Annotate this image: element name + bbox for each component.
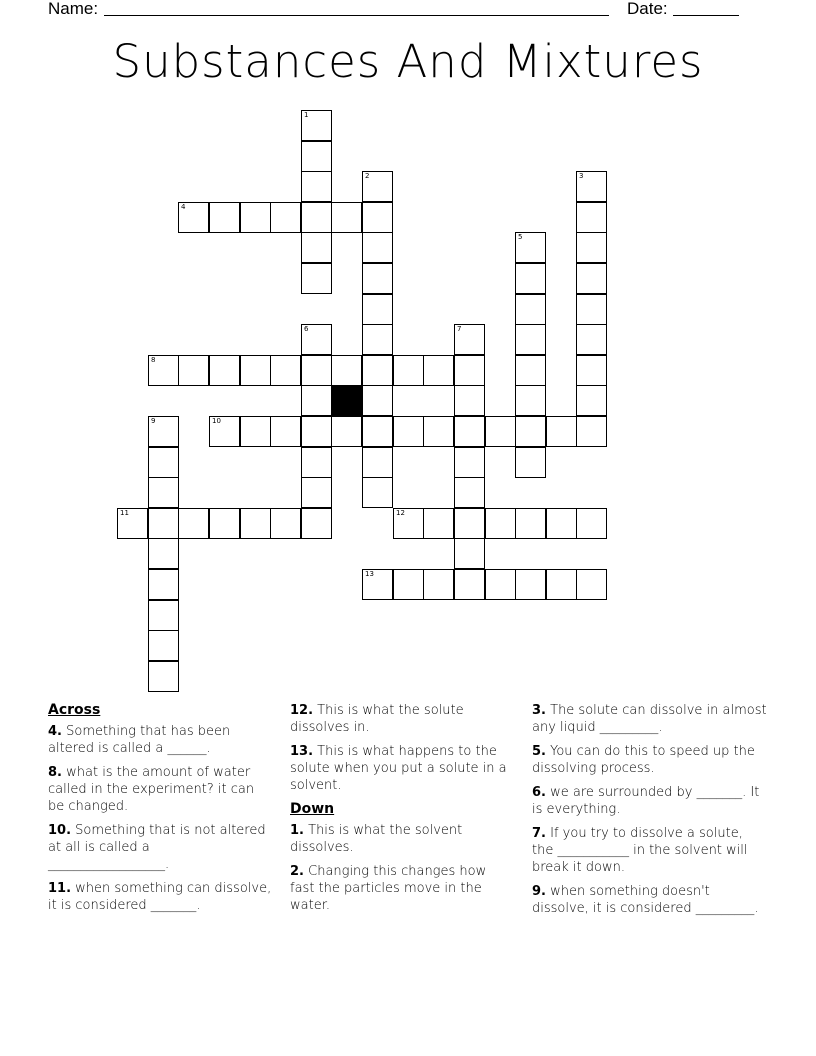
clues-column-3 [532, 702, 767, 924]
clue-across-8 [48, 764, 273, 815]
crossword-cell[interactable] [301, 477, 332, 508]
clue-across-4 [48, 723, 273, 757]
crossword-cell[interactable] [301, 355, 332, 386]
crossword-cell[interactable] [362, 294, 393, 325]
crossword-cell[interactable] [576, 294, 607, 325]
crossword-cell[interactable] [423, 569, 454, 600]
crossword-cell[interactable] [148, 447, 179, 478]
crossword-cell[interactable] [454, 355, 485, 386]
crossword-cell[interactable] [454, 569, 485, 600]
crossword-cell[interactable] [393, 569, 424, 600]
crossword-cell[interactable] [546, 416, 577, 447]
clue-across-13 [290, 743, 512, 794]
header [48, 0, 748, 20]
clue-number: 11 [120, 509, 129, 517]
clue-text: This is what happens to the solute when you put a solute in a solvent. [290, 744, 507, 793]
clue-number-label: 12. [290, 703, 314, 718]
crossword-cell[interactable] [576, 416, 607, 447]
crossword-cell[interactable] [393, 355, 424, 386]
clue-number-label: 7. [532, 826, 546, 841]
clue-number: 2 [365, 172, 370, 180]
crossword-cell[interactable] [454, 385, 485, 416]
crossword-cell[interactable] [515, 294, 546, 325]
crossword-cell-4[interactable] [178, 202, 209, 233]
crossword-cell[interactable] [485, 508, 516, 539]
crossword-cell[interactable] [362, 202, 393, 233]
crossword-cell[interactable] [301, 508, 332, 539]
clue-number: 3 [579, 172, 584, 180]
crossword-cell[interactable] [209, 355, 240, 386]
crossword-cell-12[interactable] [393, 508, 424, 539]
crossword-cell[interactable] [576, 232, 607, 263]
clue-text: Changing this changes how fast the particles move in the water. [290, 864, 487, 913]
crossword-cell[interactable] [362, 263, 393, 294]
clue-across-12 [290, 702, 512, 736]
crossword-cell[interactable] [362, 232, 393, 263]
crossword-cell[interactable] [454, 447, 485, 478]
crossword-cell[interactable] [485, 416, 516, 447]
clue-across-10 [48, 822, 273, 873]
crossword-cell-13[interactable] [362, 569, 393, 600]
clue-text: This is what the solvent dissolves. [290, 823, 463, 855]
crossword-cell[interactable] [240, 416, 271, 447]
page-title: Substances And Mixtures [112, 35, 704, 88]
clue-number: 4 [181, 203, 186, 211]
crossword-cell[interactable] [576, 569, 607, 600]
clue-down-7 [532, 825, 767, 876]
crossword-cell[interactable] [576, 202, 607, 233]
crossword-cell[interactable] [301, 447, 332, 478]
clue-number: 10 [212, 417, 221, 425]
crossword-cell[interactable] [515, 324, 546, 355]
crossword-cell[interactable] [178, 508, 209, 539]
clue-text: what is the amount of water called in the experiment? it can be changed. [48, 765, 255, 814]
clue-number-label: 13. [290, 744, 314, 759]
crossword-cell[interactable] [301, 202, 332, 233]
crossword-cell[interactable] [301, 171, 332, 202]
crossword-cell[interactable] [515, 385, 546, 416]
clue-number: 7 [457, 325, 462, 333]
across-heading: Across [48, 702, 101, 718]
clue-number: 12 [396, 509, 405, 517]
crossword-cell[interactable] [240, 508, 271, 539]
crossword-cell[interactable] [423, 355, 454, 386]
crossword-cell-2[interactable] [362, 171, 393, 202]
crossword-cell-6[interactable] [301, 324, 332, 355]
crossword-cell[interactable] [362, 324, 393, 355]
crossword-cell[interactable] [148, 661, 179, 692]
clue-number: 13 [365, 570, 374, 578]
date-label: Date: [627, 0, 668, 18]
crossword-cell[interactable] [423, 416, 454, 447]
clue-down-6 [532, 784, 767, 818]
clues-column-2 [290, 702, 512, 921]
clue-down-3 [532, 702, 767, 736]
crossword-cell[interactable] [454, 477, 485, 508]
crossword-cell[interactable] [454, 508, 485, 539]
crossword-cell[interactable] [362, 385, 393, 416]
crossword-cell-11[interactable] [117, 508, 148, 539]
crossword-cell[interactable] [546, 569, 577, 600]
crossword-cell[interactable] [362, 447, 393, 478]
crossword-cell[interactable] [515, 447, 546, 478]
crossword-cell[interactable] [576, 324, 607, 355]
clue-number: 9 [151, 417, 156, 425]
clue-number: 1 [304, 111, 309, 119]
crossword-cell[interactable] [576, 385, 607, 416]
crossword-cell[interactable] [454, 416, 485, 447]
crossword-cell[interactable] [209, 508, 240, 539]
crossword-cell[interactable] [546, 508, 577, 539]
clue-text: The solute can dissolve in almost any liquid _________. [532, 703, 767, 735]
clue-number-label: 3. [532, 703, 546, 718]
crossword-cell[interactable] [576, 508, 607, 539]
black-square [331, 385, 362, 416]
crossword-cell[interactable] [331, 416, 362, 447]
crossword-cell[interactable] [301, 263, 332, 294]
clue-down-9 [532, 883, 767, 917]
crossword-cell-10[interactable] [209, 416, 240, 447]
crossword-cell[interactable] [515, 263, 546, 294]
crossword-cell[interactable] [301, 141, 332, 172]
crossword-cell[interactable] [515, 508, 546, 539]
clue-number-label: 1. [290, 823, 304, 838]
crossword-cell[interactable] [331, 202, 362, 233]
crossword-cell[interactable] [148, 477, 179, 508]
crossword-cell[interactable] [301, 416, 332, 447]
crossword-cell[interactable] [148, 600, 179, 631]
crossword-cell[interactable] [301, 385, 332, 416]
clue-down-2 [290, 863, 512, 914]
crossword-cell[interactable] [301, 232, 332, 263]
clue-text: when something doesn't dissolve, it is considered _________. [532, 884, 759, 916]
crossword-cell[interactable] [454, 538, 485, 569]
crossword-cell[interactable] [515, 416, 546, 447]
clue-number-label: 11. [48, 881, 72, 896]
clue-number-label: 5. [532, 744, 546, 759]
clue-text: Something that has been altered is called a ______. [48, 724, 231, 756]
down-heading: Down [290, 801, 335, 817]
crossword-cell[interactable] [148, 569, 179, 600]
crossword-cell[interactable] [362, 416, 393, 447]
clue-number-label: 10. [48, 823, 72, 838]
crossword-cell-5[interactable] [515, 232, 546, 263]
crossword-cell[interactable] [178, 355, 209, 386]
clue-across-11 [48, 880, 273, 914]
clue-text: we are surrounded by _______. It is everything. [532, 785, 760, 817]
crossword-cell[interactable] [270, 508, 301, 539]
crossword-cell-1[interactable] [301, 110, 332, 141]
crossword-cell-7[interactable] [454, 324, 485, 355]
clue-down-1 [290, 822, 512, 856]
crossword-cell[interactable] [362, 477, 393, 508]
date-field[interactable] [673, 15, 739, 16]
crossword-cell[interactable] [148, 508, 179, 539]
crossword-cell[interactable] [393, 416, 424, 447]
clue-number: 6 [304, 325, 309, 333]
clue-text: Something that is not altered at all is called a __________________. [48, 823, 266, 872]
crossword-cell[interactable] [515, 569, 546, 600]
clue-text: This is what the solute dissolves in. [290, 703, 464, 735]
crossword-cell[interactable] [148, 538, 179, 569]
clue-text: You can do this to speed up the dissolving process. [532, 744, 755, 776]
crossword-cell[interactable] [209, 202, 240, 233]
clue-text: If you try to dissolve a solute, the ___________ in the solvent will break it down. [532, 826, 748, 875]
crossword-cell-3[interactable] [576, 171, 607, 202]
clue-number-label: 4. [48, 724, 62, 739]
crossword-cell-8[interactable] [148, 355, 179, 386]
crossword-cell[interactable] [148, 630, 179, 661]
name-label: Name: [48, 0, 99, 18]
crossword-cell-9[interactable] [148, 416, 179, 447]
crossword-cell[interactable] [515, 355, 546, 386]
crossword-cell[interactable] [270, 416, 301, 447]
crossword-cell[interactable] [576, 355, 607, 386]
clues-column-1 [48, 702, 273, 921]
clue-down-5 [532, 743, 767, 777]
clue-text: when something can dissolve, it is considered _______. [48, 881, 272, 913]
name-field[interactable] [104, 15, 609, 16]
clue-number-label: 8. [48, 765, 62, 780]
crossword-cell[interactable] [240, 202, 271, 233]
crossword-cell[interactable] [240, 355, 271, 386]
clue-number-label: 6. [532, 785, 546, 800]
clue-number-label: 9. [532, 884, 546, 899]
clue-number-label: 2. [290, 864, 304, 879]
crossword-cell[interactable] [270, 355, 301, 386]
clue-number: 5 [518, 233, 523, 241]
crossword-cell[interactable] [331, 355, 362, 386]
crossword-cell[interactable] [576, 263, 607, 294]
crossword-cell[interactable] [485, 569, 516, 600]
crossword-cell[interactable] [423, 508, 454, 539]
clue-number: 8 [151, 356, 156, 364]
crossword-cell[interactable] [362, 355, 393, 386]
crossword-cell[interactable] [270, 202, 301, 233]
